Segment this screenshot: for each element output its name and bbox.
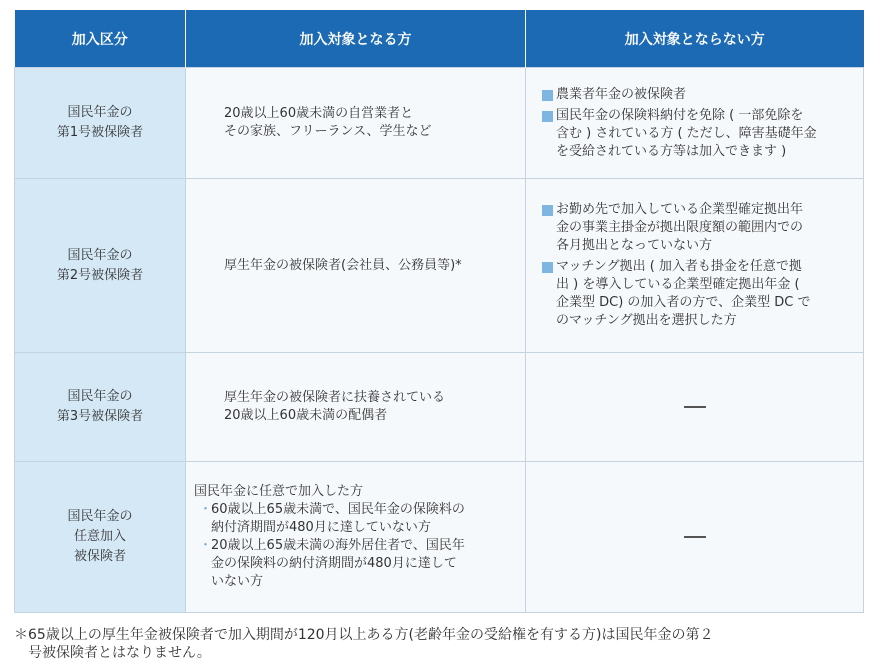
eligible-line: その家族、フリーランス、学生など: [224, 124, 432, 139]
list-item-line: いない方: [211, 574, 264, 589]
eligible-line: 厚生年金の被保険者(会社員、公務員等)*: [224, 257, 462, 273]
list-item-line: 金の保険料の納付済期間が480月に達して: [211, 556, 457, 571]
list-item: [542, 86, 853, 104]
list-item-line: 農業者年金の被保険者: [556, 86, 687, 102]
list-item: [194, 501, 515, 537]
list-item-line: 金の事業主掛金が拠出限度額の範囲内での: [556, 220, 804, 235]
header-eligible: 加入対象となる方: [186, 10, 526, 68]
dot-bullet-icon: ・: [199, 502, 213, 517]
eligible-cell: [186, 462, 526, 613]
category-cell: [15, 68, 186, 179]
square-bullet-icon: [542, 205, 553, 216]
header-category: 加入区分: [15, 10, 186, 68]
list-item-line: 20歳以上65歳未満の海外居住者で、国民年: [211, 538, 465, 553]
list-item-line: お勤め先で加入している企業型確定拠出年: [556, 202, 804, 217]
list-item-line: 含む ) されている方 ( ただし、障害基礎年金: [556, 125, 817, 141]
category-line: 第2号被保険者: [56, 267, 144, 283]
category-cell: [15, 179, 186, 353]
dot-bullet-icon: ・: [199, 538, 213, 553]
not-eligible-cell: [526, 68, 864, 179]
list-item: [194, 537, 515, 591]
list-item-line: 60歳以上65歳未満で、国民年金の保険料の: [211, 502, 465, 517]
category-cell: [15, 462, 186, 613]
category-line: 国民年金の: [67, 509, 133, 524]
category-line: 国民年金の: [67, 247, 133, 263]
square-bullet-icon: [542, 262, 553, 273]
category-line: 国民年金の: [67, 389, 133, 404]
list-item-line: を受給されている方等は加入できます ): [556, 143, 787, 159]
category-line: 国民年金の: [67, 105, 133, 120]
table-row: [15, 68, 864, 179]
footnote: [14, 626, 866, 662]
enrollment-table-container: [14, 10, 863, 613]
list-item: [542, 107, 853, 161]
not-eligible-cell: [526, 179, 864, 353]
empty-dash-mark: [684, 406, 706, 408]
footnote-line: ＊65歳以上の厚生年金被保険者で加入期間が120月以上ある方(老齢年金の受給権を有する方)は国民年金の第２: [14, 627, 714, 643]
list-item-line: 納付済期間が480月に達していない方: [211, 520, 431, 535]
eligible-line: 20歳以上60歳未満の自営業者と: [224, 106, 414, 121]
header-not-eligible: 加入対象とならない方: [526, 10, 864, 68]
category-line: 被保険者: [73, 549, 126, 564]
table-header-row: [15, 10, 864, 68]
list-item: [542, 201, 853, 255]
list-item: [542, 258, 853, 330]
footnote-line: 号被保険者とはなりません。: [14, 645, 211, 661]
enrollment-table: [14, 10, 864, 613]
category-line: 第3号被保険者: [56, 409, 144, 424]
eligible-cell: [186, 179, 526, 353]
eligible-cell: [186, 353, 526, 462]
list-item-line: マッチング拠出 ( 加入者も掛金を任意で拠: [556, 259, 802, 274]
table-row: [15, 353, 864, 462]
eligible-line: 20歳以上60歳未満の配偶者: [224, 408, 388, 423]
list-item-line: 国民年金の保険料納付を免除 ( 一部免除を: [556, 107, 804, 123]
eligible-line: 厚生年金の被保険者に扶養されている: [224, 390, 446, 405]
category-cell: [15, 353, 186, 462]
eligible-lead: 国民年金に任意で加入した方: [194, 484, 364, 499]
list-item-line: 各月拠出となっていない方: [556, 238, 713, 253]
not-eligible-cell: [526, 462, 864, 613]
not-eligible-cell: [526, 353, 864, 462]
list-item-line: 出 ) を導入している企業型確定拠出年金 (: [556, 277, 800, 292]
eligible-cell: [186, 68, 526, 179]
square-bullet-icon: [542, 90, 553, 101]
category-line: 任意加入: [73, 529, 126, 544]
empty-dash-mark: [684, 536, 706, 538]
list-item-line: のマッチング拠出を選択した方: [556, 313, 737, 328]
table-row: [15, 462, 864, 613]
category-line: 第1号被保険者: [56, 125, 144, 140]
square-bullet-icon: [542, 111, 553, 122]
table-row: [15, 179, 864, 353]
list-item-line: 企業型 DC) の加入者の方で、企業型 DC で: [556, 295, 811, 310]
